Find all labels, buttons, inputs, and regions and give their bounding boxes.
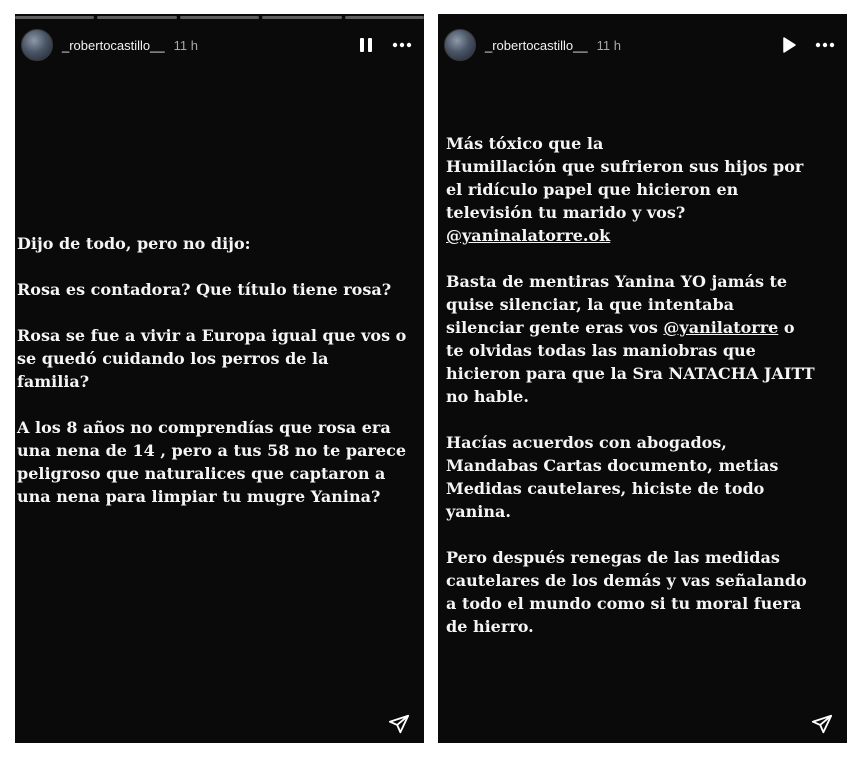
mention-link[interactable]: @yanilatorre	[663, 318, 779, 337]
text-line: hicieron para que la Sra NATACHA JAITT	[446, 364, 815, 383]
progress-segment	[15, 16, 94, 19]
text-line: una nena de 14 , pero a tus 58 no te parece	[17, 441, 407, 460]
paragraph	[17, 278, 406, 301]
paragraph	[446, 270, 815, 408]
text-line: te olvidas todas las maniobras que	[446, 341, 756, 360]
more-options-icon[interactable]	[390, 33, 414, 57]
text-line: Pero después renegas de las medidas	[446, 548, 780, 567]
username[interactable]: _robertocastillo__	[62, 37, 165, 53]
story-text	[17, 232, 406, 508]
paragraph	[446, 132, 815, 247]
progress-segment	[180, 16, 259, 19]
avatar[interactable]	[444, 29, 476, 61]
text-line: el ridículo papel que hicieron en	[446, 180, 739, 199]
text-line: de hierro.	[446, 617, 534, 636]
paragraph	[446, 546, 815, 638]
text-line: se quedó cuidando los perros de la	[17, 349, 329, 368]
text-line: a todo el mundo como si tu moral fuera	[446, 594, 802, 613]
timestamp: 11 h	[173, 37, 198, 53]
text-line: peligroso que naturalices que captaron a	[17, 464, 386, 483]
more-options-icon[interactable]	[813, 33, 837, 57]
mention-link[interactable]: @yaninalatorre.ok	[446, 226, 611, 245]
avatar[interactable]	[21, 29, 53, 61]
text-fragment: o	[778, 318, 795, 337]
text-line: Medidas cautelares, hiciste de todo	[446, 479, 765, 498]
story-text	[446, 132, 815, 638]
text-line: una nena para limpiar tu mugre Yanina?	[17, 487, 381, 506]
paragraph	[446, 431, 815, 523]
text-line: Mandabas Cartas documento, metias	[446, 456, 779, 475]
text-line: A los 8 años no comprendías que rosa era	[17, 418, 391, 437]
text-line	[446, 316, 815, 339]
text-line: Hacías acuerdos con abogados,	[446, 433, 727, 452]
timestamp: 11 h	[596, 37, 621, 53]
text-line: Rosa es contadora? Que título tiene rosa?	[17, 280, 392, 299]
text-line: Humillación que sufrieron sus hijos por	[446, 157, 804, 176]
text-line: Rosa se fue a vivir a Europa igual que vos o	[17, 326, 407, 345]
paragraph	[17, 324, 406, 393]
text-line: cautelares de los demás y vas señalando	[446, 571, 807, 590]
story-header	[21, 28, 414, 62]
progress-segment	[97, 16, 176, 19]
text-line: yanina.	[446, 502, 511, 521]
play-icon[interactable]	[777, 33, 801, 57]
text-line: Basta de mentiras Yanina YO jamás te	[446, 272, 788, 291]
progress-bar	[15, 16, 424, 19]
text-line: familia?	[17, 372, 90, 391]
text-line: Dijo de todo, pero no dijo:	[17, 234, 251, 253]
text-line: Más tóxico que la	[446, 134, 604, 153]
progress-segment	[345, 16, 424, 19]
story-right[interactable]	[438, 14, 847, 743]
progress-segment	[262, 16, 341, 19]
username[interactable]: _robertocastillo__	[485, 37, 588, 53]
story-header	[444, 28, 837, 62]
send-icon[interactable]	[388, 713, 410, 735]
text-line: televisión tu marido y vos?	[446, 203, 686, 222]
paragraph	[17, 232, 406, 255]
story-left[interactable]	[15, 14, 424, 743]
text-line: no hable.	[446, 387, 529, 406]
pause-icon[interactable]	[354, 33, 378, 57]
text-fragment: silenciar gente eras vos	[446, 318, 664, 337]
text-line: quise silenciar, la que intentaba	[446, 295, 735, 314]
send-icon[interactable]	[811, 713, 833, 735]
paragraph	[17, 416, 406, 508]
